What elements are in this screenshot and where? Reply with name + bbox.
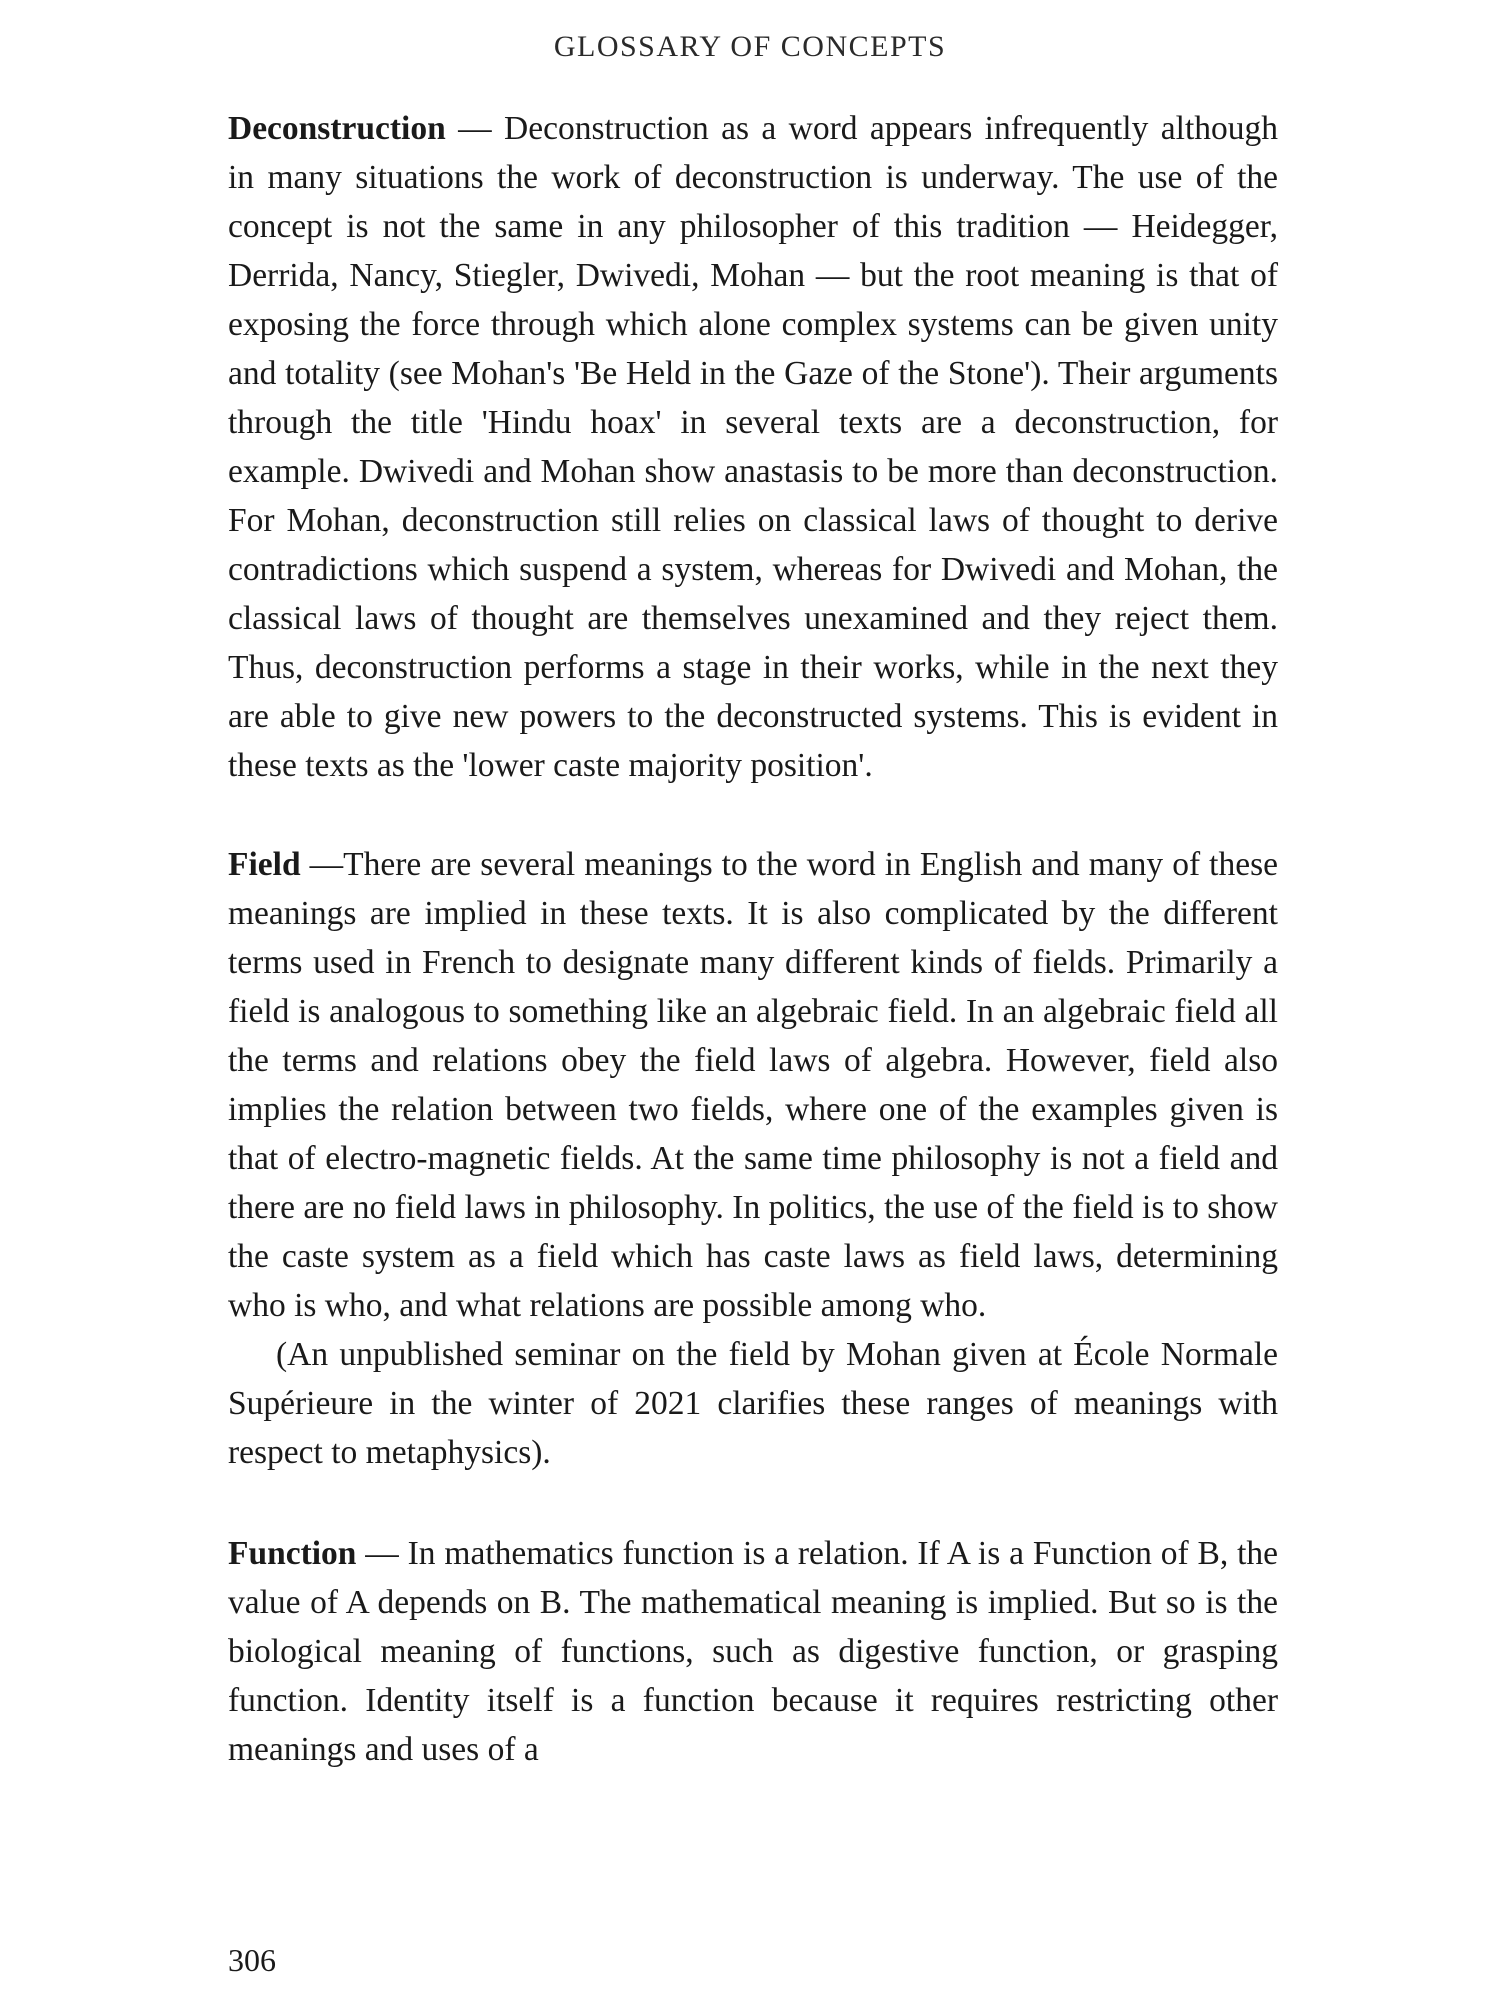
entry-paragraph	[228, 104, 1278, 790]
page-number: 306	[228, 1942, 276, 1978]
entry-term: Deconstruction	[228, 110, 446, 147]
entry-text: Deconstruction as a word appears infrequently although in many situations the work of deconstruction is underway. The use of the concept is not the same in any philosopher of this tradition — Heidegger, Derrida, Nancy, Stiegler, Dwivedi, Mohan — but the root meaning is that of exposing the force through which alone complex systems can be given unity and totality (see Mohan's 'Be Held in the Gaze of the Stone'). Their arguments through the title 'Hindu hoax' in several texts are a deconstruction, for example. Dwivedi and Mohan show anastasis to be more than deconstruction. For Mohan, deconstruction still relies on classical laws of thought to derive contradictions which suspend a system, whereas for Dwivedi and Mohan, the classical laws of thought are themselves unexamined and they reject them. Thus, deconstruction performs a stage in their works, while in the next they are able to give new powers to the deconstructed systems. This is evident in these texts as the 'lower caste majority position'.	[228, 110, 1278, 784]
glossary-entry-deconstruction	[228, 104, 1278, 790]
entry-text: In mathematics function is a relation. If A is a Function of B, the value of A depends on B. The mathematical meaning is implied. But so is the biological meaning of functions, such as digestive function, or grasping function. Identity itself is a function because it requires restricting other meanings and uses of a	[228, 1535, 1279, 1768]
entry-separator: —	[445, 110, 505, 147]
entry-continuation: (An unpublished seminar on the field by Mohan given at École Normale Supérieure in the winter of 2021 clarifies these ranges of meanings with respect to metaphysics).	[228, 1336, 1278, 1471]
glossary-entry-field	[228, 840, 1278, 1477]
entry-paragraph	[228, 840, 1278, 1330]
entry-separator: —	[356, 1535, 408, 1572]
glossary-entry-function	[228, 1529, 1278, 1774]
entry-paragraph	[228, 1529, 1278, 1774]
glossary-body	[228, 104, 1278, 1774]
entry-separator: —	[300, 846, 344, 883]
entry-text: There are several meanings to the word in English and many of these meanings are implied in these texts. It is also complicated by the different terms used in French to designate many different kinds of fields. Primarily a field is analogous to something like an algebraic field. In an algebraic field all the terms and relations obey the field laws of algebra. However, field also implies the relation between two fields, where one of the examples given is that of electro-magnetic fields. At the same time philosophy is not a field and there are no field laws in philosophy. In politics, the use of the field is to show the caste system as a field which has caste laws as field laws, determining who is who, and what relations are possible among who.	[228, 846, 1278, 1324]
entry-term: Field	[228, 846, 301, 883]
entry-term: Function	[228, 1535, 357, 1572]
running-head: GLOSSARY OF CONCEPTS	[553, 30, 947, 63]
